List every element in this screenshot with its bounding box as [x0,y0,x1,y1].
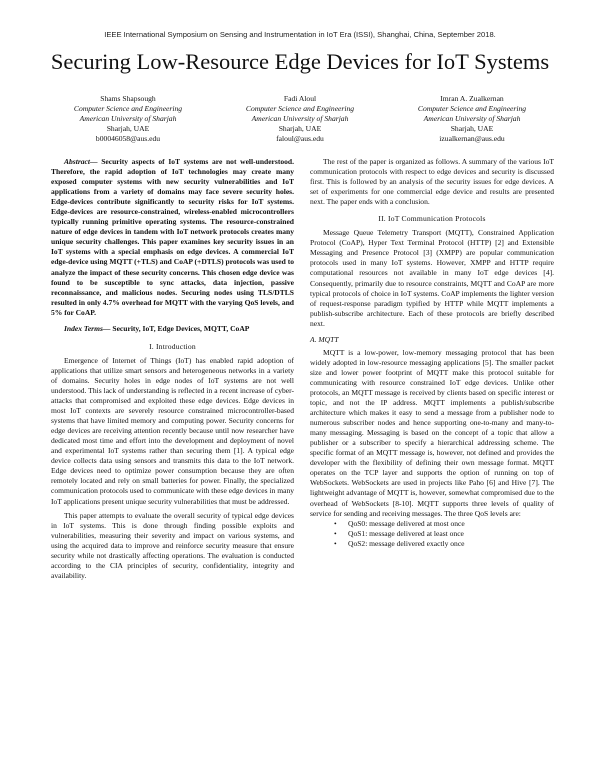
author-location: Sharjah, UAE [278,124,322,133]
list-item: • QoS0: message delivered at most once [348,519,554,529]
author-1 [42,94,214,144]
author-univ: American University of Sharjah [251,114,349,123]
author-2 [214,94,386,144]
index-terms [51,324,294,334]
index-terms-label: Index Terms— [64,323,111,333]
qos-list [310,519,554,549]
author-dept: Computer Science and Engineering [245,104,355,113]
author-name: Shams Shapsough [100,94,156,103]
left-column [51,157,294,581]
section-heading-protocols: II. IoT Communication Protocols [378,214,486,224]
intro-paragraph-2: This paper attempts to evaluate the overall security of typical edge devices in IoT systems. This is done through finding possible exploits and vulnerabilities, measuring their severity and impact on various systems, and using the acquired data to improve and reinforce security measure that ensure security while not drastically affecting operations. The evaluation is conducted according to the CIA principles of security, confidentiality, integrity and availability. [51,510,294,580]
author-location: Sharjah, UAE [450,124,494,133]
author-univ: American University of Sharjah [423,114,521,123]
author-block [42,94,558,144]
section-heading-introduction: I. Introduction [149,341,196,351]
list-item: • QoS1: message delivered at least once [348,529,554,539]
mqtt-paragraph: MQTT is a low-power, low-memory messaging protocol that has been widely adopted in low-resource messaging applications [5]. The smaller packet size and lower power footprint of MQTT make this protocol suitable for communicating with resource constrained IoT edge devices. Unlike other protocols, an MQTT message is received by clients based on specific interest or topic, and not the IP address. MQTT implements a publish/subscribe architecture which makes it easy to send a message from a publisher node to numerous subscriber nodes and hence supporting one-to-many and many-to-many messaging. Messaging is based on the concept of a topic that allow a publisher or a subscriber to specify a hierarchical addressing scheme. The specific format of an MQTT message is, however, not defined and provides the developer with the flexibility of defining their own message format. MQTT operates on the TCP layer and supports the option of running on top of WebSockets. WebSockets are used in projects like Paho [6] and Hive [7]. The lightweight advantage of MQTT is, however, somewhat compromised due to the overhead of WebSockets [8-10]. MQTT supports three levels of quality of service for sending and receiving messages. The three QoS levels are: [310,347,554,518]
abstract [51,157,294,318]
author-name: Fadi Aloul [283,94,317,103]
author-name: Imran A. Zualkernan [440,94,504,103]
author-3 [386,94,558,144]
author-email: b00046058@aus.edu [95,134,161,143]
abstract-label: Abstract— [64,157,98,166]
author-dept: Computer Science and Engineering [417,104,527,113]
index-terms-text: Security, IoT, Edge Devices, MQTT, CoAP [110,323,250,333]
list-item: • QoS2: message delivered exactly once [348,539,554,549]
author-univ: American University of Sharjah [79,114,177,123]
outline-paragraph: The rest of the paper is organized as follows. A summary of the various IoT communication protocols with respect to edge devices and security is discussed first. This is followed by an analysis of the security issues for edge devices. A set of experiments for one commercial edge device and results are presented next. The paper ends with a conclusion. [310,157,554,207]
paper-title: Securing Low-Resource Edge Devices for IoT Systems [50,49,550,74]
subsection-heading-mqtt: A. MQTT [310,334,339,344]
protocols-paragraph: Message Queue Telemetry Transport (MQTT), Constrained Application Protocol (CoAP), Hyper Text Terminal Protocol (HTTP) [2] and Extensible Messaging and Presence Protocol [3] (XMPP) are popular communication protocols used in many IoT systems. However, XMPP and HTTP require computational resources not available in many IoT edge devices [4]. Consequently, primarily due to resource constraints, MQTT and CoAP are more typical protocols of choice in IoT systems. CoAP implements the lighter version of request-response paradigm typified by HTTP while MQTT implements a publish-subscribe architecture. Each of these protocols are briefly described next. [310,228,554,328]
conference-header: IEEE International Symposium on Sensing and Instrumentation in IoT Era (ISSI), Shanghai, China, September 2018. [104,30,496,39]
abstract-text: Security aspects of IoT systems are not well-understood. Therefore, the rapid adoption of IoT technologies may create many exposed computer systems with new security vulnerabilities and IoT applications from a variety of domains may face severe security holes. Edge-devices contribute significantly to security risks for IoT systems. Edge-devices are resource-constrained, wireless-enabled microcontrollers typically running primitive operating systems. The resource-constrained nature of edge devices in tandem with IoT network protocols creates many unique security challenges. This paper examines key security issues in an IoT systems with a special emphasis on edge devices. A commercial IoT edge-device using MQTT (+TLS) and CoAP (+DTLS) protocols was used to analyze the impact of these security concerns. This chosen edge device was found to be susceptible to sync attacks, data injection, passive reconnaissance, and malicious nodes. Securing nodes using TLS/DTLS resulted in only 4.7% overhead for MQTT with the varying QoS levels, and 5% for CoAP. [51,157,294,317]
author-dept: Computer Science and Engineering [73,104,183,113]
intro-paragraph-1: Emergence of Internet of Things (IoT) has enabled rapid adoption of applications that utilize smart sensors and heterogeneous networks in a variety of domains. Security holes in edge nodes of IoT systems are not well understood. This lack of understanding is reflected in a recent increase of cyber-attacks that compromised and exploited these edge devices. Edge devices in most IoT contexts are severely resource constrained microcontroller-based systems that have limited memory and computing power. Security concerns for edge devices are receiving attention recently because until now researcher have dedicated most time and effort into the development and deployment of novel and experimental IoT systems rather than securing them [1]. A typical edge device collects data using sensors and transmits this data to the IoT network. Edge devices need to optimize power consumption because they are often remotely located and rely on small batteries for power. Finally, the specialized communication protocols used to communicate with these edge devices in many IoT applications present unique security vulnerabilities that must be addressed. [51,355,294,506]
right-column [310,157,554,549]
author-location: Sharjah, UAE [106,124,150,133]
author-email: izualkernan@aus.edu [439,134,505,143]
author-email: faloul@aus.edu [276,134,324,143]
